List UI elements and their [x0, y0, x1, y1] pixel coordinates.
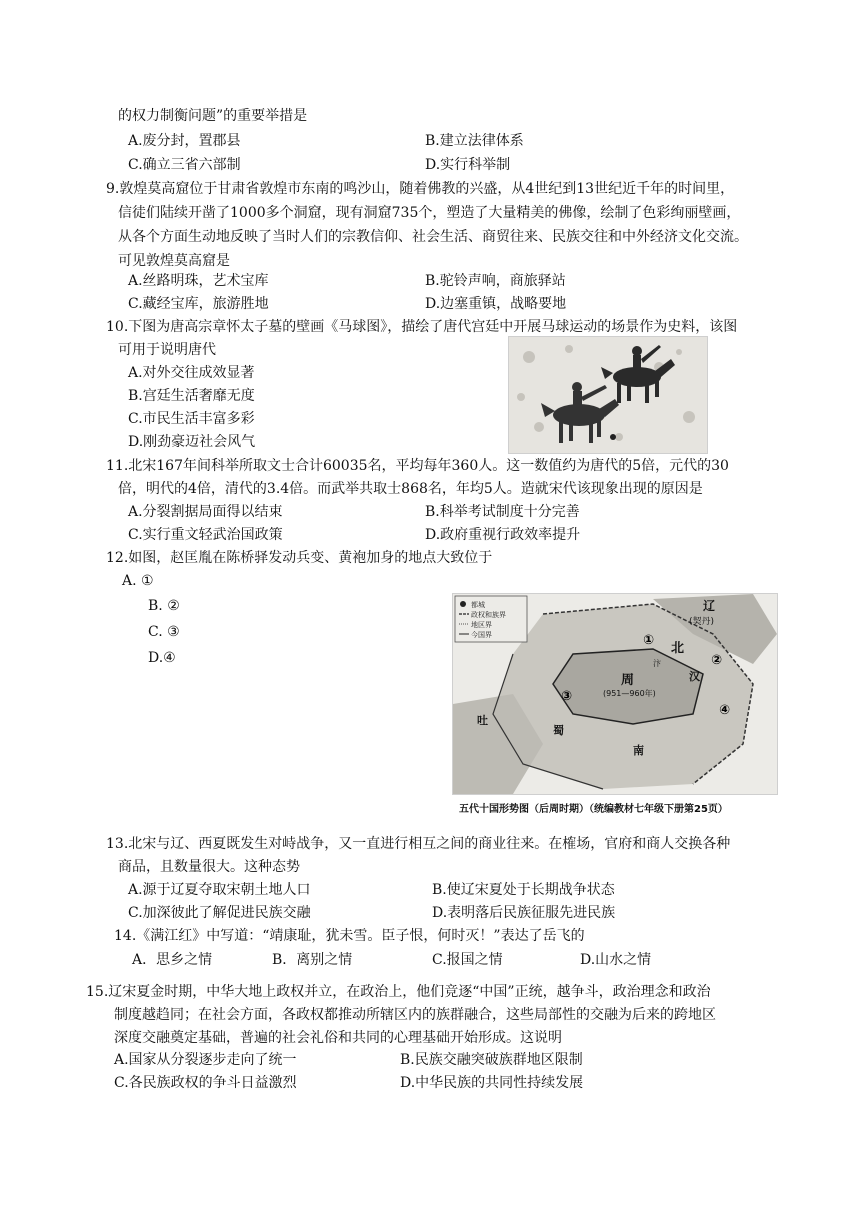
map-caption: 五代十国形势图（后周时期）（统编教材七年级下册第25页） [459, 804, 728, 815]
q8-option-a[interactable]: A.废分封，置郡县 [128, 133, 241, 149]
q10-option-c[interactable]: C.市民生活丰富多彩 [128, 411, 255, 427]
q15-option-d[interactable]: D.中华民族的共同性持续发展 [400, 1075, 584, 1091]
map-legend-modern: 今国界 [471, 631, 492, 639]
q13-option-c[interactable]: C.加深彼此了解促进民族交融 [128, 905, 311, 921]
map-label-years: (951—960年) [603, 689, 656, 698]
q15-option-b[interactable]: B.民族交融突破族群地区限制 [400, 1052, 583, 1068]
five-dynasties-map [452, 593, 778, 795]
map-label-han: 汉 [689, 670, 700, 683]
map-legend-regime: 政权和族界 [471, 611, 506, 619]
q11-option-b[interactable]: B.科举考试制度十分完善 [425, 504, 580, 520]
q9-stem-line-1: 9.敦煌莫高窟位于甘肃省敦煌市东南的鸣沙山，随着佛教的兴盛，从4世纪到13世纪近千年的时间里， [106, 181, 735, 197]
q8-option-c[interactable]: C.确立三省六部制 [128, 157, 241, 173]
q12-option-a[interactable]: A. ① [122, 573, 154, 589]
q10-stem-line-1: 10.下图为唐高宗章怀太子墓的壁画《马球图》，描绘了唐代宫廷中开展马球运动的场景作为史料，该图 [106, 319, 738, 335]
q11-stem-line-2: 倍，明代的4倍，清代的3.4倍。而武举共取士868名，年均5人。造就宋代该现象出现的原因是 [118, 481, 703, 497]
q14-option-c[interactable]: C.报国之情 [432, 952, 503, 968]
map-legend-region: 地区界 [471, 621, 492, 629]
map-label-zhou: 周 [621, 673, 635, 688]
q12-option-b[interactable]: B. ② [148, 598, 180, 614]
q13-option-b[interactable]: B.使辽宋夏处于长期战争状态 [432, 882, 615, 898]
polo-mural-drawing [509, 337, 707, 453]
polo-mural-image [508, 336, 708, 454]
q15-stem-line-2: 制度越趋同；在社会方面，各政权都推动所辖区内的族群融合，这些局部性的交融为后来的跨地区 [114, 1007, 716, 1023]
q9-stem-line-4: 可见敦煌莫高窟是 [118, 253, 230, 269]
q9-option-d[interactable]: D.边塞重镇，战略要地 [425, 296, 567, 312]
q12-stem: 12.如图，赵匡胤在陈桥驿发动兵变、黄袍加身的地点大致位于 [106, 550, 493, 566]
map-label-bian: 汴 [653, 659, 661, 668]
q13-stem-line-1: 13.北宋与辽、西夏既发生对峙战争，又一直进行相互之间的商业往来。在榷场，官府和商人交换各种 [106, 836, 731, 852]
q13-option-a[interactable]: A.源于辽夏夺取宋朝土地人口 [128, 882, 311, 898]
map-label-bei: 北 [671, 641, 685, 656]
q12-option-d[interactable]: D.④ [148, 650, 176, 666]
q8-option-b[interactable]: B.建立法律体系 [425, 133, 524, 149]
q10-option-d[interactable]: D.刚劲豪迈社会风气 [128, 434, 256, 450]
q9-option-a[interactable]: A.丝路明珠，艺术宝库 [128, 273, 269, 289]
map-marker-2: ② [711, 653, 723, 668]
q15-option-a[interactable]: A.国家从分裂逐步走向了统一 [114, 1052, 297, 1068]
q10-option-b[interactable]: B.宫廷生活奢靡无度 [128, 388, 255, 404]
q11-option-a[interactable]: A.分裂割据局面得以结束 [128, 504, 283, 520]
q14-option-d[interactable]: D.山水之情 [580, 952, 652, 968]
map-label-shu: 蜀 [553, 724, 564, 737]
map-label-tang: 南 [633, 744, 644, 757]
map-label-qidan: (契丹) [689, 617, 715, 627]
map-marker-1: ① [643, 633, 655, 648]
map-marker-4: ④ [719, 703, 731, 718]
q15-stem-line-3: 深度交融奠定基础，普遍的社会礼俗和共同的心理基础开始形成。这说明 [114, 1030, 562, 1046]
q11-option-c[interactable]: C.实行重文轻武治国政策 [128, 527, 283, 543]
q9-option-b[interactable]: B.驼铃声响，商旅驿站 [425, 273, 566, 289]
q8-option-d[interactable]: D.实行科举制 [425, 157, 511, 173]
q15-option-c[interactable]: C.各民族政权的争斗日益激烈 [114, 1075, 297, 1091]
map-label-liao: 辽 [703, 599, 716, 613]
q13-option-d[interactable]: D.表明落后民族征服先进民族 [432, 905, 616, 921]
q8-stem-tail: 的权力制衡问题”的重要举措是 [118, 108, 308, 124]
q13-stem-line-2: 商品，且数量很大。这种态势 [118, 859, 300, 875]
map-drawing [453, 594, 777, 794]
map-label-tu: 吐 [477, 714, 488, 727]
q9-stem-line-2: 信徒们陆续开凿了1000多个洞窟，现有洞窟735个，塑造了大量精美的佛像，绘制了色彩绚丽壁画， [118, 205, 741, 221]
q11-option-d[interactable]: D.政府重视行政效率提升 [425, 527, 581, 543]
map-legend-capital: 都城 [471, 601, 485, 609]
q14-option-a[interactable]: A．思乡之情 [132, 952, 213, 968]
q15-stem-line-1: 15.辽宋夏金时期，中华大地上政权并立，在政治上，他们竞逐“中国”正统，越争斗，政治理念和政治 [86, 984, 711, 1000]
q11-stem-line-1: 11.北宋167年间科举所取文士合计60035名，平均每年360人。这一数值约为唐代的5倍，元代的30 [106, 458, 729, 474]
q10-stem-line-2: 可用于说明唐代 [118, 342, 216, 358]
q12-option-c[interactable]: C. ③ [148, 624, 180, 640]
map-marker-3: ③ [561, 689, 573, 704]
q9-stem-line-3: 从各个方面生动地反映了当时人们的宗教信仰、社会生活、商贸往来、民族交往和中外经济文化交流。 [118, 229, 748, 245]
q14-stem: 14.《满江红》中写道：“靖康耻，犹未雪。臣子恨，何时灭！”表达了岳飞的 [114, 928, 585, 944]
q10-option-a[interactable]: A.对外交往成效显著 [128, 365, 255, 381]
q9-option-c[interactable]: C.藏经宝库，旅游胜地 [128, 296, 269, 312]
q14-option-b[interactable]: B．离别之情 [272, 952, 353, 968]
